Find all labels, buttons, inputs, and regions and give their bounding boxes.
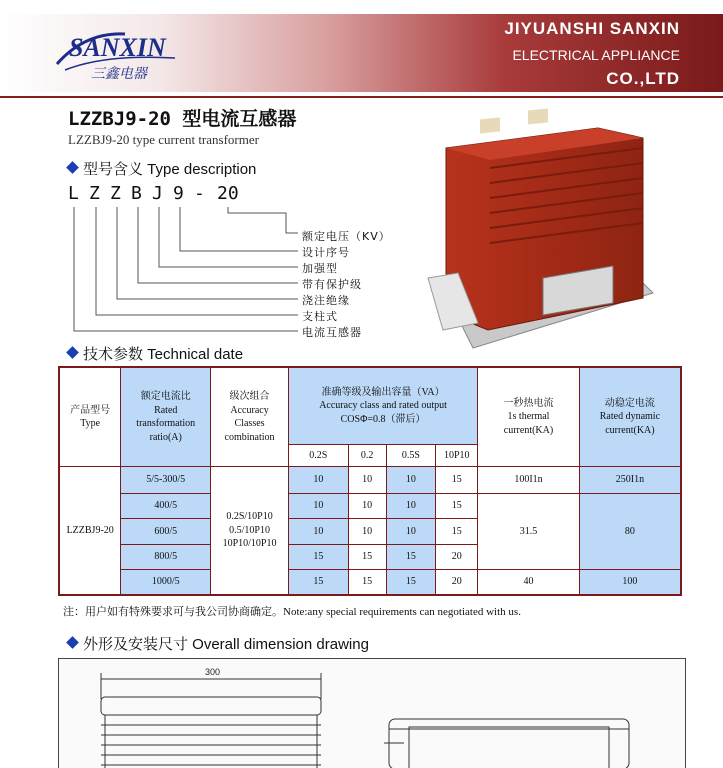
value-cell: 15 (436, 493, 478, 518)
value-cell: 15 (348, 570, 386, 596)
accuracy-class-cell: 0.2S (288, 444, 348, 466)
product-photo (418, 108, 668, 356)
drawing-heading-text: 外形及安装尺寸 Overall dimension drawing (83, 636, 369, 653)
header-dynamic (579, 367, 681, 467)
header-ratio-en: ratio(A) (149, 431, 182, 443)
header-dynamic-en: Rated dynamic (599, 411, 661, 423)
diamond-bullet-icon (66, 636, 79, 649)
drawing-heading (68, 633, 369, 654)
legend-item: 电流互感器 (302, 326, 362, 339)
value-cell: 10 (386, 519, 436, 544)
technical-data-heading-text: 技术参数 Technical date (83, 346, 244, 363)
company-name: JIYUANSHI SANXIN (504, 19, 680, 38)
dynamic-cell: 250I1n (579, 467, 681, 493)
company-subtitle: ELECTRICAL APPLIANCE (512, 47, 680, 63)
code-char: 9 (173, 183, 184, 204)
thermal-cell: 40 (478, 570, 580, 596)
value-cell: 10 (288, 467, 348, 493)
code-char: Z (110, 183, 121, 204)
value-cell: 15 (386, 570, 436, 596)
combo-line: 0.2S/10P10 (226, 511, 273, 523)
product-title-cn: LZZBJ9-20 型电流互感器 (68, 108, 297, 130)
diamond-bullet-icon (66, 161, 79, 174)
footnote: 注：用户如有特殊要求可与我公司协商确定。Note:any special requirements can negotiated with us. (63, 606, 521, 618)
value-cell: 10 (348, 519, 386, 544)
header-combo-en: Classes (234, 418, 265, 430)
code-char: 20 (217, 183, 239, 204)
header-accuracy-en: Accuracy class and rated output (319, 400, 447, 412)
legend-item: 浇注绝缘 (302, 294, 350, 307)
value-cell: 10 (288, 519, 348, 544)
page-header (0, 0, 723, 92)
header-ratio-cn: 额定电流比 (140, 391, 191, 403)
legend-item: 支柱式 (302, 310, 338, 323)
header-thermal-en: 1s thermal (507, 411, 550, 423)
header-thermal-cn: 一秒热电流 (503, 397, 554, 409)
table-row (59, 467, 681, 493)
type-description-heading (68, 158, 256, 179)
header-ratio-en: transformation (136, 418, 196, 430)
logo-cn-text: 三鑫电器 (91, 66, 147, 82)
header-ratio-en: Rated (154, 404, 178, 416)
header-thermal-en: current(KA) (503, 424, 554, 436)
value-cell: 10 (348, 467, 386, 493)
header-model (59, 367, 121, 467)
table-row (59, 570, 681, 596)
value-cell: 15 (436, 519, 478, 544)
logo-text: SANXIN (69, 33, 166, 62)
header-ratio (121, 367, 211, 467)
thermal-cell: 100I1n (478, 467, 580, 493)
diamond-bullet-icon (66, 346, 79, 359)
code-char: B (131, 183, 142, 204)
code-char: Z (89, 183, 100, 204)
code-char: J (152, 183, 163, 204)
spec-table (58, 366, 682, 596)
header-accuracy-cos: COSΦ=0.8（滞后） (340, 413, 426, 425)
table-row (59, 493, 681, 518)
type-description-heading-text: 型号含义 Type description (83, 161, 257, 178)
code-leader-lines (60, 205, 300, 335)
technical-data-heading (68, 343, 243, 364)
value-cell: 15 (288, 570, 348, 596)
table-header-row (59, 367, 681, 444)
value-cell: 15 (386, 544, 436, 569)
accuracy-class-cell: 10P10 (436, 444, 478, 466)
header-thermal (478, 367, 580, 467)
dynamic-cell: 100 (579, 570, 681, 596)
legend-item: 加强型 (302, 262, 338, 275)
value-cell: 15 (436, 467, 478, 493)
legend-item: 设计序号 (302, 246, 350, 259)
code-char: L (68, 183, 79, 204)
ratio-cell: 400/5 (121, 493, 211, 518)
value-cell: 10 (386, 493, 436, 518)
ratio-cell: 5/5-300/5 (121, 467, 211, 493)
code-char: - (194, 183, 205, 204)
header-combo-en: Accuracy (230, 404, 269, 416)
dimension-label: 300 (205, 667, 221, 677)
header-model-cn: 产品型号 (70, 404, 111, 416)
combo-cell (211, 467, 289, 595)
header-accuracy-cn: 准确等级及输出容量（VA） (321, 386, 445, 398)
legend-item: 额定电压（KV） (302, 230, 391, 243)
ratio-cell: 1000/5 (121, 570, 211, 596)
combo-line: 0.5/10P10 (229, 524, 270, 536)
value-cell: 20 (436, 570, 478, 596)
combo-line: 10P10/10P10 (222, 538, 277, 550)
value-cell: 10 (288, 493, 348, 518)
value-cell: 15 (348, 544, 386, 569)
dimension-drawing (58, 658, 686, 768)
value-cell: 15 (288, 544, 348, 569)
ratio-cell: 800/5 (121, 544, 211, 569)
company-co: CO.,LTD (606, 69, 680, 88)
accuracy-class-cell: 0.5S (386, 444, 436, 466)
value-cell: 20 (436, 544, 478, 569)
header-dynamic-cn: 动稳定电流 (604, 397, 655, 409)
header-model-en: Type (80, 418, 101, 430)
dynamic-cell: 80 (579, 493, 681, 569)
header-accuracy (288, 367, 477, 444)
sanxin-logo (55, 24, 205, 84)
accuracy-class-cell: 0.2 (348, 444, 386, 466)
value-cell: 10 (348, 493, 386, 518)
ratio-cell: 600/5 (121, 519, 211, 544)
model-cell: LZZBJ9-20 (59, 467, 121, 595)
header-rule (0, 96, 723, 98)
header-combo-en: combination (224, 431, 275, 443)
product-title-en: LZZBJ9-20 type current transformer (68, 132, 259, 147)
value-cell: 10 (386, 467, 436, 493)
dimension-drawing-svg (59, 659, 687, 768)
header-combo (211, 367, 289, 467)
header-combo-cn: 级次组合 (229, 391, 270, 403)
header-dynamic-en: current(KA) (605, 424, 655, 436)
legend-item: 带有保护级 (302, 278, 362, 291)
thermal-cell: 31.5 (478, 493, 580, 569)
